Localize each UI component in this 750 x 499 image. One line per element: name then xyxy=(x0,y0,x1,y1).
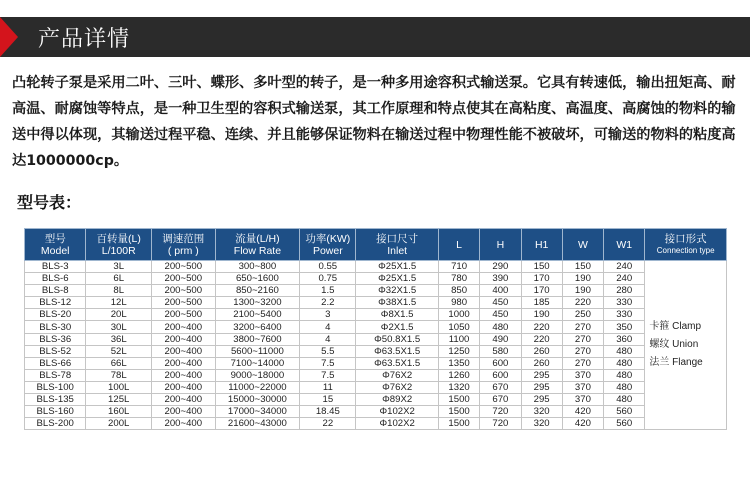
table-cell: 200~400 xyxy=(152,333,216,345)
table-cell: 150 xyxy=(562,261,603,273)
table-row xyxy=(25,309,727,321)
table-cell: Φ25X1.5 xyxy=(356,273,439,285)
column-header-label: 百转量(L) xyxy=(96,232,141,245)
table-cell: 1050 xyxy=(438,321,479,333)
column-header-sublabel: L/100R xyxy=(101,244,136,257)
table-row xyxy=(25,333,727,345)
table-cell: 560 xyxy=(604,406,645,418)
table-cell: Φ63.5X1.5 xyxy=(356,357,439,369)
column-header-sublabel: Power xyxy=(312,244,343,257)
table-cell: 200L xyxy=(86,418,152,430)
column-header xyxy=(562,229,603,261)
table-cell: 200~400 xyxy=(152,394,216,406)
table-cell: BLS-12 xyxy=(25,297,86,309)
table-cell: BLS-6 xyxy=(25,273,86,285)
column-header-label: W1 xyxy=(616,238,633,251)
column-header xyxy=(521,229,562,261)
connection-type-item: 卡箍 Clamp xyxy=(649,321,702,333)
table-cell: 260 xyxy=(521,345,562,357)
table-cell: 1250 xyxy=(438,345,479,357)
table-cell: 150 xyxy=(521,261,562,273)
table-cell: 190 xyxy=(562,285,603,297)
table-cell: 190 xyxy=(521,309,562,321)
table-cell: 11 xyxy=(300,381,356,393)
table-cell: 11000~22000 xyxy=(215,381,300,393)
table-cell: Φ2X1.5 xyxy=(356,321,439,333)
table-cell: 78L xyxy=(86,369,152,381)
table-cell: 295 xyxy=(521,381,562,393)
connection-type-cell xyxy=(645,261,727,430)
table-cell: 21600~43000 xyxy=(215,418,300,430)
table-cell: 200~400 xyxy=(152,381,216,393)
model-spec-table xyxy=(24,228,727,430)
column-header-sublabel: ( prm ) xyxy=(167,244,199,257)
table-row xyxy=(25,285,727,297)
table-cell: 1.5 xyxy=(300,285,356,297)
table-cell: 200~500 xyxy=(152,261,216,273)
table-cell: 420 xyxy=(562,406,603,418)
table-cell: 480 xyxy=(480,321,521,333)
column-header-label: 流量(L/H) xyxy=(235,232,280,245)
table-cell: 250 xyxy=(562,309,603,321)
table-cell: 1300~3200 xyxy=(215,297,300,309)
column-header xyxy=(438,229,479,261)
table-cell: 720 xyxy=(480,418,521,430)
column-header xyxy=(604,229,645,261)
column-header-label: 调速范围 xyxy=(162,232,205,245)
table-cell: 3 xyxy=(300,309,356,321)
table-cell: 6L xyxy=(86,273,152,285)
column-header xyxy=(215,229,300,261)
table-cell: 170 xyxy=(521,285,562,297)
column-header xyxy=(645,229,727,261)
table-cell: 850 xyxy=(438,285,479,297)
table-cell: 780 xyxy=(438,273,479,285)
table-cell: 100L xyxy=(86,381,152,393)
table-cell: Φ89X2 xyxy=(356,394,439,406)
table-cell: 200~400 xyxy=(152,406,216,418)
column-header-sublabel: Model xyxy=(40,244,70,257)
table-cell: 200~500 xyxy=(152,273,216,285)
connection-type-item: 法兰 Flange xyxy=(649,357,703,369)
table-cell: BLS-30 xyxy=(25,321,86,333)
table-cell: Φ25X1.5 xyxy=(356,261,439,273)
table-cell: 22 xyxy=(300,418,356,430)
table-cell: BLS-36 xyxy=(25,333,86,345)
column-header xyxy=(86,229,152,261)
column-header-label: H xyxy=(496,238,505,251)
table-cell: 295 xyxy=(521,369,562,381)
table-cell: Φ76X2 xyxy=(356,381,439,393)
table-cell: 280 xyxy=(604,285,645,297)
table-cell: 2100~5400 xyxy=(215,309,300,321)
table-row xyxy=(25,273,727,285)
table-cell: 710 xyxy=(438,261,479,273)
table-cell: 600 xyxy=(480,357,521,369)
table-cell: 0.55 xyxy=(300,261,356,273)
product-description: 凸轮转子泵是采用二叶、三叶、蝶形、多叶型的转子，是一种多用途容积式输送泵。它具有转速低，输出扭矩高、耐高温、耐腐蚀等特点，是一种卫生型的容积式输送泵，其工作原理和特点使其在高粘度、高温度、高腐蚀的物料的输送中得以体现，其输送过程平稳、连续、并且能够保证物料在输送过程中物理性能不被破坏，可输送的物料的粘度高达1000000cp。 xyxy=(12,75,736,169)
table-cell: 18.45 xyxy=(300,406,356,418)
table-cell: 450 xyxy=(480,297,521,309)
table-cell: 200~400 xyxy=(152,369,216,381)
table-cell: 330 xyxy=(604,297,645,309)
table-cell: 650~1600 xyxy=(215,273,300,285)
table-cell: 52L xyxy=(86,345,152,357)
table-cell: BLS-78 xyxy=(25,369,86,381)
table-cell: 320 xyxy=(521,406,562,418)
table-cell: 200~500 xyxy=(152,309,216,321)
column-header-label: 型号 xyxy=(44,232,66,245)
table-cell: 8L xyxy=(86,285,152,297)
table-cell: 600 xyxy=(480,369,521,381)
table-cell: 850~2160 xyxy=(215,285,300,297)
table-cell: BLS-135 xyxy=(25,394,86,406)
table-cell: 15 xyxy=(300,394,356,406)
table-cell: 220 xyxy=(521,333,562,345)
table-cell: BLS-66 xyxy=(25,357,86,369)
column-header xyxy=(480,229,521,261)
table-cell: 450 xyxy=(480,309,521,321)
table-cell: 3200~6400 xyxy=(215,321,300,333)
column-header-sublabel: Flow Rate xyxy=(233,244,282,257)
table-cell: 1500 xyxy=(438,418,479,430)
model-table-heading: 型号表： xyxy=(17,193,82,212)
column-header-label: W xyxy=(577,238,588,251)
table-cell: BLS-200 xyxy=(25,418,86,430)
table-cell: 390 xyxy=(480,273,521,285)
table-header-row xyxy=(25,229,727,261)
section-header xyxy=(0,17,750,57)
table-cell: 190 xyxy=(562,273,603,285)
table-cell: 185 xyxy=(521,297,562,309)
column-header xyxy=(25,229,86,261)
table-cell: 670 xyxy=(480,394,521,406)
table-cell: 1260 xyxy=(438,369,479,381)
table-row xyxy=(25,369,727,381)
table-cell: 560 xyxy=(604,418,645,430)
column-header xyxy=(356,229,439,261)
table-cell: 480 xyxy=(604,357,645,369)
table-cell: 12L xyxy=(86,297,152,309)
table-row xyxy=(25,394,727,406)
table-cell: 7.5 xyxy=(300,369,356,381)
table-cell: 295 xyxy=(521,394,562,406)
table-cell: 160L xyxy=(86,406,152,418)
table-cell: 66L xyxy=(86,357,152,369)
table-cell: 480 xyxy=(604,369,645,381)
table-cell: 270 xyxy=(562,345,603,357)
column-header-sublabel: Connection type xyxy=(656,245,715,255)
table-cell: 2.2 xyxy=(300,297,356,309)
table-cell: 270 xyxy=(562,357,603,369)
table-cell: 370 xyxy=(562,369,603,381)
table-cell: 420 xyxy=(562,418,603,430)
table-cell: 125L xyxy=(86,394,152,406)
table-cell: BLS-20 xyxy=(25,309,86,321)
table-cell: 320 xyxy=(521,418,562,430)
table-cell: 220 xyxy=(521,321,562,333)
column-header-label: 接口尺寸 xyxy=(376,232,419,245)
column-header xyxy=(152,229,216,261)
table-cell: 330 xyxy=(604,309,645,321)
table-cell: 980 xyxy=(438,297,479,309)
table-cell: 1500 xyxy=(438,394,479,406)
column-header-label: L xyxy=(456,238,463,251)
table-cell: 480 xyxy=(604,381,645,393)
table-cell: 0.75 xyxy=(300,273,356,285)
connection-type-item: 螺纹 Union xyxy=(649,339,699,351)
table-cell: Φ102X2 xyxy=(356,418,439,430)
table-cell: BLS-160 xyxy=(25,406,86,418)
column-header xyxy=(300,229,356,261)
table-cell: 270 xyxy=(562,321,603,333)
table-cell: 200~400 xyxy=(152,321,216,333)
table-cell: 17000~34000 xyxy=(215,406,300,418)
table-cell: 370 xyxy=(562,381,603,393)
table-cell: 300~800 xyxy=(215,261,300,273)
table-cell: 1000 xyxy=(438,309,479,321)
table-cell: 260 xyxy=(521,357,562,369)
column-header-label: 功率(KW) xyxy=(305,232,351,245)
table-cell: 270 xyxy=(562,333,603,345)
table-row xyxy=(25,357,727,369)
table-cell: 580 xyxy=(480,345,521,357)
table-cell: 1320 xyxy=(438,381,479,393)
table-cell: 3800~7600 xyxy=(215,333,300,345)
table-cell: 240 xyxy=(604,261,645,273)
table-cell: 9000~18000 xyxy=(215,369,300,381)
table-cell: BLS-100 xyxy=(25,381,86,393)
table-cell: 5.5 xyxy=(300,345,356,357)
table-cell: 200~400 xyxy=(152,357,216,369)
table-cell: 670 xyxy=(480,381,521,393)
table-cell: 400 xyxy=(480,285,521,297)
table-cell: 30L xyxy=(86,321,152,333)
table-row xyxy=(25,406,727,418)
table-row xyxy=(25,297,727,309)
table-row xyxy=(25,321,727,333)
table-cell: 720 xyxy=(480,406,521,418)
table-cell: 200~400 xyxy=(152,345,216,357)
table-row xyxy=(25,381,727,393)
table-cell: 350 xyxy=(604,321,645,333)
table-cell: Φ32X1.5 xyxy=(356,285,439,297)
table-cell: 200~500 xyxy=(152,297,216,309)
table-cell: 15000~30000 xyxy=(215,394,300,406)
table-cell: BLS-52 xyxy=(25,345,86,357)
column-header-label: H1 xyxy=(534,238,549,251)
table-cell: 4 xyxy=(300,333,356,345)
table-cell: 490 xyxy=(480,333,521,345)
table-cell: 3L xyxy=(86,261,152,273)
table-cell: 36L xyxy=(86,333,152,345)
table-cell: 200~500 xyxy=(152,285,216,297)
table-cell: 480 xyxy=(604,394,645,406)
table-row xyxy=(25,345,727,357)
table-cell: 170 xyxy=(521,273,562,285)
table-cell: 220 xyxy=(562,297,603,309)
table-cell: Φ50.8X1.5 xyxy=(356,333,439,345)
table-cell: Φ8X1.5 xyxy=(356,309,439,321)
table-cell: BLS-3 xyxy=(25,261,86,273)
table-cell: 1100 xyxy=(438,333,479,345)
table-row xyxy=(25,418,727,430)
red-triangle-icon xyxy=(0,17,18,57)
table-cell: 5600~11000 xyxy=(215,345,300,357)
table-cell: 360 xyxy=(604,333,645,345)
table-cell: 1350 xyxy=(438,357,479,369)
table-row xyxy=(25,261,727,273)
table-cell: 7.5 xyxy=(300,357,356,369)
table-cell: Φ76X2 xyxy=(356,369,439,381)
table-cell: 480 xyxy=(604,345,645,357)
column-header-label: 接口形式 xyxy=(664,232,707,245)
table-cell: 370 xyxy=(562,394,603,406)
table-cell: 7100~14000 xyxy=(215,357,300,369)
table-cell: BLS-8 xyxy=(25,285,86,297)
table-cell: 240 xyxy=(604,273,645,285)
column-header-sublabel: Inlet xyxy=(387,244,408,257)
table-cell: 200~400 xyxy=(152,418,216,430)
table-cell: Φ38X1.5 xyxy=(356,297,439,309)
section-title: 产品详情 xyxy=(38,27,131,52)
table-cell: Φ63.5X1.5 xyxy=(356,345,439,357)
table-cell: 4 xyxy=(300,321,356,333)
table-cell: 290 xyxy=(480,261,521,273)
table-cell: Φ102X2 xyxy=(356,406,439,418)
table-cell: 1500 xyxy=(438,406,479,418)
table-cell: 20L xyxy=(86,309,152,321)
